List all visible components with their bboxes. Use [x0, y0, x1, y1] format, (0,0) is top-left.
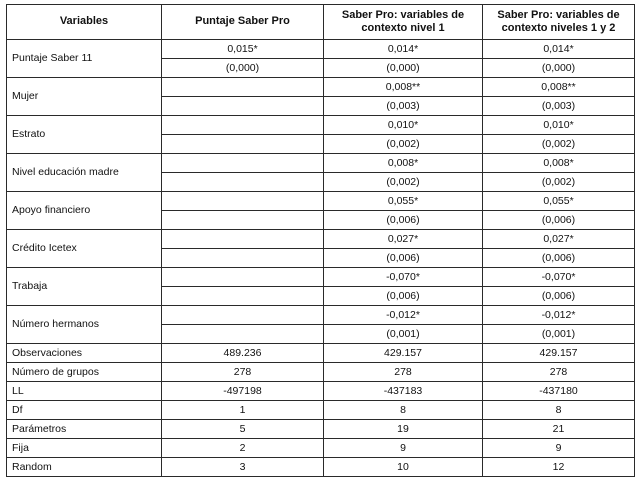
table-row: [7, 116, 635, 135]
table-row: [7, 382, 635, 401]
regression-table: [6, 4, 635, 477]
statistic-value: -437183: [324, 382, 483, 401]
coefficient-cell: [162, 268, 324, 287]
statistic-value: 21: [483, 420, 635, 439]
statistic-value: 278: [324, 363, 483, 382]
coefficient-cell: 0,008*: [324, 154, 483, 173]
header-contexto-nivel-1: Saber Pro: variables de contexto nivel 1: [324, 5, 483, 40]
statistic-value: 5: [162, 420, 324, 439]
coefficient-cell: 0,014*: [324, 40, 483, 59]
statistic-value: 429.157: [483, 344, 635, 363]
standard-error-cell: (0,001): [483, 325, 635, 344]
standard-error-cell: [162, 135, 324, 154]
standard-error-cell: (0,002): [324, 135, 483, 154]
standard-error-cell: (0,006): [483, 249, 635, 268]
coefficient-cell: 0,055*: [324, 192, 483, 211]
coefficient-cell: [162, 192, 324, 211]
standard-error-cell: [162, 211, 324, 230]
coefficient-cell: 0,014*: [483, 40, 635, 59]
coefficient-cell: 0,055*: [483, 192, 635, 211]
coefficient-cell: -0,070*: [483, 268, 635, 287]
standard-error-cell: (0,006): [324, 287, 483, 306]
standard-error-cell: (0,002): [483, 173, 635, 192]
standard-error-cell: (0,003): [324, 97, 483, 116]
table-row: [7, 306, 635, 325]
coefficient-cell: -0,070*: [324, 268, 483, 287]
statistic-value: 489.236: [162, 344, 324, 363]
coefficient-cell: [162, 230, 324, 249]
standard-error-cell: (0,006): [324, 249, 483, 268]
variable-label: Mujer: [7, 78, 162, 116]
standard-error-cell: (0,000): [162, 59, 324, 78]
header-contexto-niveles-1-2: Saber Pro: variables de contexto niveles 1 y 2: [483, 5, 635, 40]
standard-error-cell: (0,001): [324, 325, 483, 344]
variable-label: Trabaja: [7, 268, 162, 306]
variable-label: Apoyo financiero: [7, 192, 162, 230]
table-row: [7, 363, 635, 382]
coefficient-cell: 0,010*: [483, 116, 635, 135]
standard-error-cell: [162, 325, 324, 344]
variable-label: Nivel educación madre: [7, 154, 162, 192]
statistic-label: Observaciones: [7, 344, 162, 363]
table-row: [7, 344, 635, 363]
statistic-value: 9: [483, 439, 635, 458]
coefficient-cell: 0,008*: [483, 154, 635, 173]
variable-label: Puntaje Saber 11: [7, 40, 162, 78]
header-row: [7, 5, 635, 40]
statistic-value: -497198: [162, 382, 324, 401]
standard-error-cell: (0,000): [483, 59, 635, 78]
statistic-value: 2: [162, 439, 324, 458]
table-row: [7, 154, 635, 173]
coefficient-cell: 0,027*: [324, 230, 483, 249]
coefficient-cell: -0,012*: [483, 306, 635, 325]
table-row: [7, 401, 635, 420]
standard-error-cell: (0,000): [324, 59, 483, 78]
coefficient-cell: 0,008**: [483, 78, 635, 97]
coefficient-cell: [162, 116, 324, 135]
coefficient-cell: [162, 78, 324, 97]
statistic-value: 8: [324, 401, 483, 420]
statistic-value: 9: [324, 439, 483, 458]
table-body: [7, 40, 635, 477]
statistic-value: 8: [483, 401, 635, 420]
standard-error-cell: (0,006): [483, 211, 635, 230]
coefficient-cell: 0,015*: [162, 40, 324, 59]
variable-label: Estrato: [7, 116, 162, 154]
standard-error-cell: (0,003): [483, 97, 635, 116]
table-row: [7, 192, 635, 211]
statistic-label: Random: [7, 458, 162, 477]
standard-error-cell: (0,002): [324, 173, 483, 192]
coefficient-cell: [162, 154, 324, 173]
standard-error-cell: [162, 287, 324, 306]
coefficient-cell: -0,012*: [324, 306, 483, 325]
statistic-value: 278: [483, 363, 635, 382]
header-puntaje-saber-pro: Puntaje Saber Pro: [162, 5, 324, 40]
coefficient-cell: 0,010*: [324, 116, 483, 135]
standard-error-cell: [162, 249, 324, 268]
variable-label: Número hermanos: [7, 306, 162, 344]
statistic-label: Número de grupos: [7, 363, 162, 382]
coefficient-cell: 0,027*: [483, 230, 635, 249]
statistic-value: 3: [162, 458, 324, 477]
statistic-label: Fija: [7, 439, 162, 458]
statistic-value: 429.157: [324, 344, 483, 363]
statistic-value: -437180: [483, 382, 635, 401]
standard-error-cell: [162, 97, 324, 116]
standard-error-cell: (0,002): [483, 135, 635, 154]
table-row: [7, 439, 635, 458]
table-row: [7, 78, 635, 97]
statistic-value: 19: [324, 420, 483, 439]
standard-error-cell: (0,006): [324, 211, 483, 230]
statistic-value: 278: [162, 363, 324, 382]
statistic-value: 1: [162, 401, 324, 420]
table-row: [7, 268, 635, 287]
statistic-value: 12: [483, 458, 635, 477]
variable-label: Crédito Icetex: [7, 230, 162, 268]
statistic-label: LL: [7, 382, 162, 401]
statistic-value: 10: [324, 458, 483, 477]
statistic-label: Parámetros: [7, 420, 162, 439]
coefficient-cell: 0,008**: [324, 78, 483, 97]
header-variables: Variables: [7, 5, 162, 40]
coefficient-cell: [162, 306, 324, 325]
regression-table-container: [6, 4, 634, 477]
standard-error-cell: [162, 173, 324, 192]
table-row: [7, 40, 635, 59]
statistic-label: Df: [7, 401, 162, 420]
standard-error-cell: (0,006): [483, 287, 635, 306]
table-row: [7, 458, 635, 477]
table-row: [7, 420, 635, 439]
table-row: [7, 230, 635, 249]
